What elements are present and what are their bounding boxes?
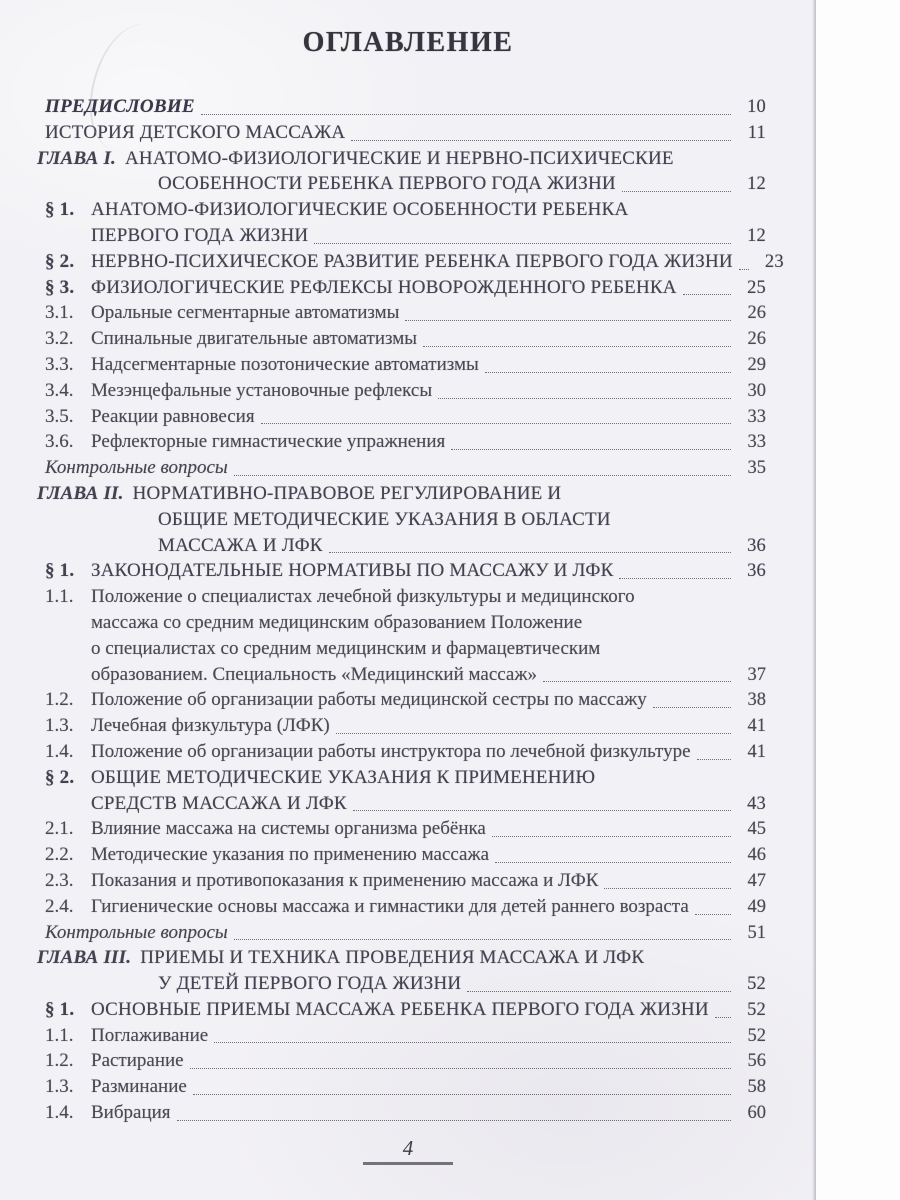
toc-line — [0, 326, 816, 352]
dot-leader — [683, 294, 731, 295]
toc-page-number: 10 — [747, 97, 766, 117]
dot-leader — [193, 1094, 731, 1095]
dot-leader — [451, 449, 731, 450]
toc-line-text: Методические указания по применению массажа — [91, 844, 490, 866]
toc-line-label: 1.4. — [45, 1102, 74, 1124]
toc-line-label: 3.5. — [45, 405, 74, 427]
toc-line-text: Надсегментарные позотонические автоматизмы — [91, 353, 479, 375]
toc-line — [0, 713, 816, 739]
toc-line — [0, 223, 816, 249]
toc-page-number: 56 — [747, 1051, 766, 1072]
toc-line — [0, 1074, 816, 1100]
dot-leader — [492, 836, 731, 837]
toc-line-text: Вибрация — [91, 1102, 171, 1124]
toc-line-label: § 1. — [45, 560, 75, 582]
toc-page-number: 29 — [747, 354, 766, 375]
toc-line-label: ГЛАВА I. — [37, 147, 116, 169]
dot-leader — [543, 681, 731, 682]
toc-page-number: 30 — [747, 380, 766, 401]
toc-line — [0, 920, 816, 946]
dot-leader — [695, 914, 731, 915]
toc-page-number: 49 — [747, 896, 766, 917]
toc-line-label: § 2. — [45, 766, 75, 788]
dot-leader — [739, 269, 749, 270]
toc-line — [0, 378, 816, 404]
toc-line — [0, 197, 816, 223]
toc-line — [0, 507, 816, 533]
toc-line-text: Растирание — [91, 1050, 184, 1072]
toc-page-number: 60 — [747, 1103, 766, 1124]
toc-page-number: 36 — [747, 561, 766, 582]
toc-line — [0, 739, 816, 765]
toc-line — [0, 558, 816, 584]
toc-line-text: Положение об организации работы инструктора по лечебной физкультуре — [91, 740, 691, 762]
toc-line-label: 3.1. — [45, 302, 74, 324]
toc-line-label: 2.4. — [45, 895, 74, 917]
toc-page-number: 26 — [747, 329, 766, 350]
dot-leader — [336, 733, 731, 734]
dot-leader — [622, 191, 731, 192]
toc-line-text: Контрольные вопросы — [45, 457, 228, 479]
toc-line-label: 1.1. — [45, 586, 74, 608]
toc-page-number: 47 — [747, 870, 766, 891]
toc-line — [0, 636, 816, 662]
toc-list — [0, 94, 816, 1126]
toc-line-text: Оральные сегментарные автоматизмы — [91, 302, 400, 324]
toc-line-text: образованием. Специальность «Медицинский массаж» — [91, 663, 537, 685]
toc-line — [0, 816, 816, 842]
dot-leader — [329, 552, 731, 553]
toc-line-label: § 1. — [45, 998, 75, 1020]
toc-line-text: ЗАКОНОДАТЕЛЬНЫЕ НОРМАТИВЫ ПО МАССАЖУ И ЛФК — [91, 560, 614, 582]
dot-leader — [353, 810, 731, 811]
toc-line-text: МАССАЖА И ЛФК — [158, 534, 323, 556]
toc-line — [0, 300, 816, 326]
toc-line — [0, 842, 816, 868]
toc-line-label: 2.1. — [45, 818, 74, 840]
dot-leader — [201, 114, 731, 115]
toc-line — [0, 533, 816, 559]
toc-page-number: 52 — [747, 999, 766, 1020]
toc-line-label: 1.4. — [45, 740, 74, 762]
dot-leader — [234, 475, 731, 476]
toc-line — [0, 997, 816, 1023]
toc-line-text: ОСОБЕННОСТИ РЕБЕНКА ПЕРВОГО ГОДА ЖИЗНИ — [158, 173, 616, 195]
toc-line — [0, 971, 816, 997]
toc-page-number: 35 — [747, 458, 766, 479]
toc-page-number: 43 — [747, 793, 766, 814]
toc-line — [0, 1100, 816, 1126]
toc-line-text: Разминание — [91, 1076, 187, 1098]
dot-leader — [485, 372, 731, 373]
toc-line-text: Рефлекторные гимнастические упражнения — [91, 431, 446, 453]
toc-line — [0, 662, 816, 688]
toc-line-text: Лечебная физкультура (ЛФК) — [91, 715, 330, 737]
dot-leader — [261, 423, 731, 424]
toc-page-number: 38 — [747, 690, 766, 711]
toc-page-number: 23 — [764, 251, 784, 272]
toc-line-text: Контрольные вопросы — [45, 921, 228, 943]
dot-leader — [405, 320, 731, 321]
toc-page-number: 11 — [747, 122, 766, 143]
toc-line-label: 1.1. — [45, 1024, 74, 1046]
dot-leader — [314, 243, 731, 244]
toc-line-label: 1.2. — [45, 689, 74, 711]
toc-line-text: ОСНОВНЫЕ ПРИЕМЫ МАССАЖА РЕБЕНКА ПЕРВОГО ГОДА ЖИЗНИ — [91, 998, 709, 1020]
toc-line-label: § 2. — [45, 250, 75, 272]
toc-line-label: 1.2. — [45, 1050, 74, 1072]
toc-page-number: 41 — [747, 716, 766, 737]
toc-line — [0, 610, 816, 636]
toc-line — [0, 171, 816, 197]
toc-line-label: § 3. — [45, 276, 75, 298]
toc-page-number: 51 — [747, 922, 766, 943]
dot-leader — [214, 1042, 731, 1043]
toc-line-text: ОБЩИЕ МЕТОДИЧЕСКИЕ УКАЗАНИЯ К ПРИМЕНЕНИЮ — [91, 766, 596, 788]
toc-page-number: 58 — [747, 1077, 766, 1098]
toc-line — [0, 868, 816, 894]
dot-leader — [467, 991, 731, 992]
toc-page-number: 46 — [747, 845, 766, 866]
toc-line-text: Влияние массажа на системы организма ребёнка — [91, 818, 486, 840]
dot-leader — [604, 888, 731, 889]
toc-line-text: ПЕРВОГО ГОДА ЖИЗНИ — [91, 224, 309, 246]
toc-line — [0, 1023, 816, 1049]
toc-line-text: массажа со средним медицинским образованием Положение — [91, 611, 583, 633]
toc-line-text: СРЕДСТВ МАССАЖА И ЛФК — [91, 792, 347, 814]
toc-line — [0, 352, 816, 378]
dot-leader — [190, 1068, 731, 1069]
toc-page-number: 36 — [747, 535, 766, 556]
toc-line — [0, 249, 816, 275]
toc-line-text: Спинальные двигательные автоматизмы — [91, 328, 418, 350]
toc-line-text: Поглаживание — [91, 1024, 209, 1046]
toc-line-label: 3.4. — [45, 379, 74, 401]
toc-line-text: Показания и противопоказания к применению массажа и ЛФК — [91, 869, 599, 891]
dot-leader — [495, 862, 731, 863]
toc-line-label: 3.6. — [45, 431, 74, 453]
toc-line — [0, 1048, 816, 1074]
toc-line-text: АНАТОМО-ФИЗИОЛОГИЧЕСКИЕ ОСОБЕННОСТИ РЕБЕНКА — [91, 199, 629, 221]
toc-page-number: 52 — [747, 974, 766, 995]
footer-page-number: 4 — [402, 1136, 414, 1160]
toc-line — [0, 687, 816, 713]
toc-line-label: 3.2. — [45, 328, 74, 350]
toc-page-number: 25 — [747, 277, 766, 298]
toc-line — [0, 765, 816, 791]
footer-rule — [363, 1162, 453, 1165]
dot-leader — [423, 346, 731, 347]
toc-line-text: АНАТОМО-ФИЗИОЛОГИЧЕСКИЕ И НЕРВНО-ПСИХИЧЕСКИЕ — [125, 147, 674, 169]
dot-leader — [653, 707, 731, 708]
toc-line-text: Мезэнцефальные установочные рефлексы — [91, 379, 433, 401]
toc-page-number: 12 — [747, 225, 766, 246]
toc-line — [0, 404, 816, 430]
toc-line-text: ОБЩИЕ МЕТОДИЧЕСКИЕ УКАЗАНИЯ В ОБЛАСТИ — [158, 508, 611, 530]
toc-line — [0, 584, 816, 610]
toc-line — [0, 945, 816, 971]
toc-line-label: 2.3. — [45, 869, 74, 891]
dot-leader — [697, 759, 731, 760]
toc-line-text: НЕРВНО-ПСИХИЧЕСКОЕ РАЗВИТИЕ РЕБЕНКА ПЕРВОГО ГОДА ЖИЗНИ — [91, 250, 733, 272]
toc-page-number: 37 — [747, 664, 766, 685]
toc-line-label: 3.3. — [45, 353, 74, 375]
toc-page-number: 41 — [747, 741, 766, 762]
page-footer — [0, 1136, 816, 1165]
toc-line-text: НОРМАТИВНО-ПРАВОВОЕ РЕГУЛИРОВАНИЕ И — [132, 482, 562, 504]
dot-leader — [234, 939, 731, 940]
toc-line — [0, 791, 816, 817]
toc-page-number: 26 — [747, 303, 766, 324]
toc-line-text: У ДЕТЕЙ ПЕРВОГО ГОДА ЖИЗНИ — [158, 973, 462, 995]
toc-line-text: Положение об организации работы медицинской сестры по массажу — [91, 689, 647, 711]
toc-page-number: 33 — [747, 432, 766, 453]
toc-line-text: Реакции равновесия — [91, 405, 255, 427]
toc-line-text: ФИЗИОЛОГИЧЕСКИЕ РЕФЛЕКСЫ НОВОРОЖДЕННОГО РЕБЕНКА — [91, 276, 677, 298]
toc-line — [0, 455, 816, 481]
dot-leader — [715, 1017, 731, 1018]
dot-leader — [438, 398, 731, 399]
toc-line — [0, 429, 816, 455]
toc-line — [0, 275, 816, 301]
toc-line-label: § 1. — [45, 199, 75, 221]
toc-line-text: ПРИЕМЫ И ТЕХНИКА ПРОВЕДЕНИЯ МАССАЖА И ЛФК — [140, 947, 645, 969]
toc-line-label: ГЛАВА III. — [37, 947, 132, 969]
toc-line — [0, 894, 816, 920]
toc-line-text: ПРЕДИСЛОВИЕ — [45, 96, 195, 117]
toc-line-text: Положение о специалистах лечебной физкультуры и медицинского — [91, 586, 635, 608]
toc-line-text: Гигиенические основы массажа и гимнастики для детей раннего возраста — [91, 895, 689, 917]
dot-leader — [177, 1120, 731, 1121]
toc-line — [0, 481, 816, 507]
toc-line-label: ГЛАВА II. — [37, 482, 124, 504]
toc-page-number: 12 — [747, 174, 766, 195]
toc-page-number: 33 — [747, 406, 766, 427]
toc-line-text: ИСТОРИЯ ДЕТСКОГО МАССАЖА — [45, 121, 346, 143]
toc-page-number: 45 — [747, 819, 766, 840]
dot-leader — [619, 578, 731, 579]
toc-line-label: 1.3. — [45, 1076, 74, 1098]
dot-leader — [351, 140, 731, 141]
toc-line-label: 2.2. — [45, 844, 74, 866]
toc-page-number: 52 — [747, 1025, 766, 1046]
page-title: ОГЛАВЛЕНИЕ — [302, 27, 514, 58]
toc-line-label: 1.3. — [45, 715, 74, 737]
toc-line-text: о специалистах со средним медицинским и фармацевтическим — [91, 637, 601, 659]
